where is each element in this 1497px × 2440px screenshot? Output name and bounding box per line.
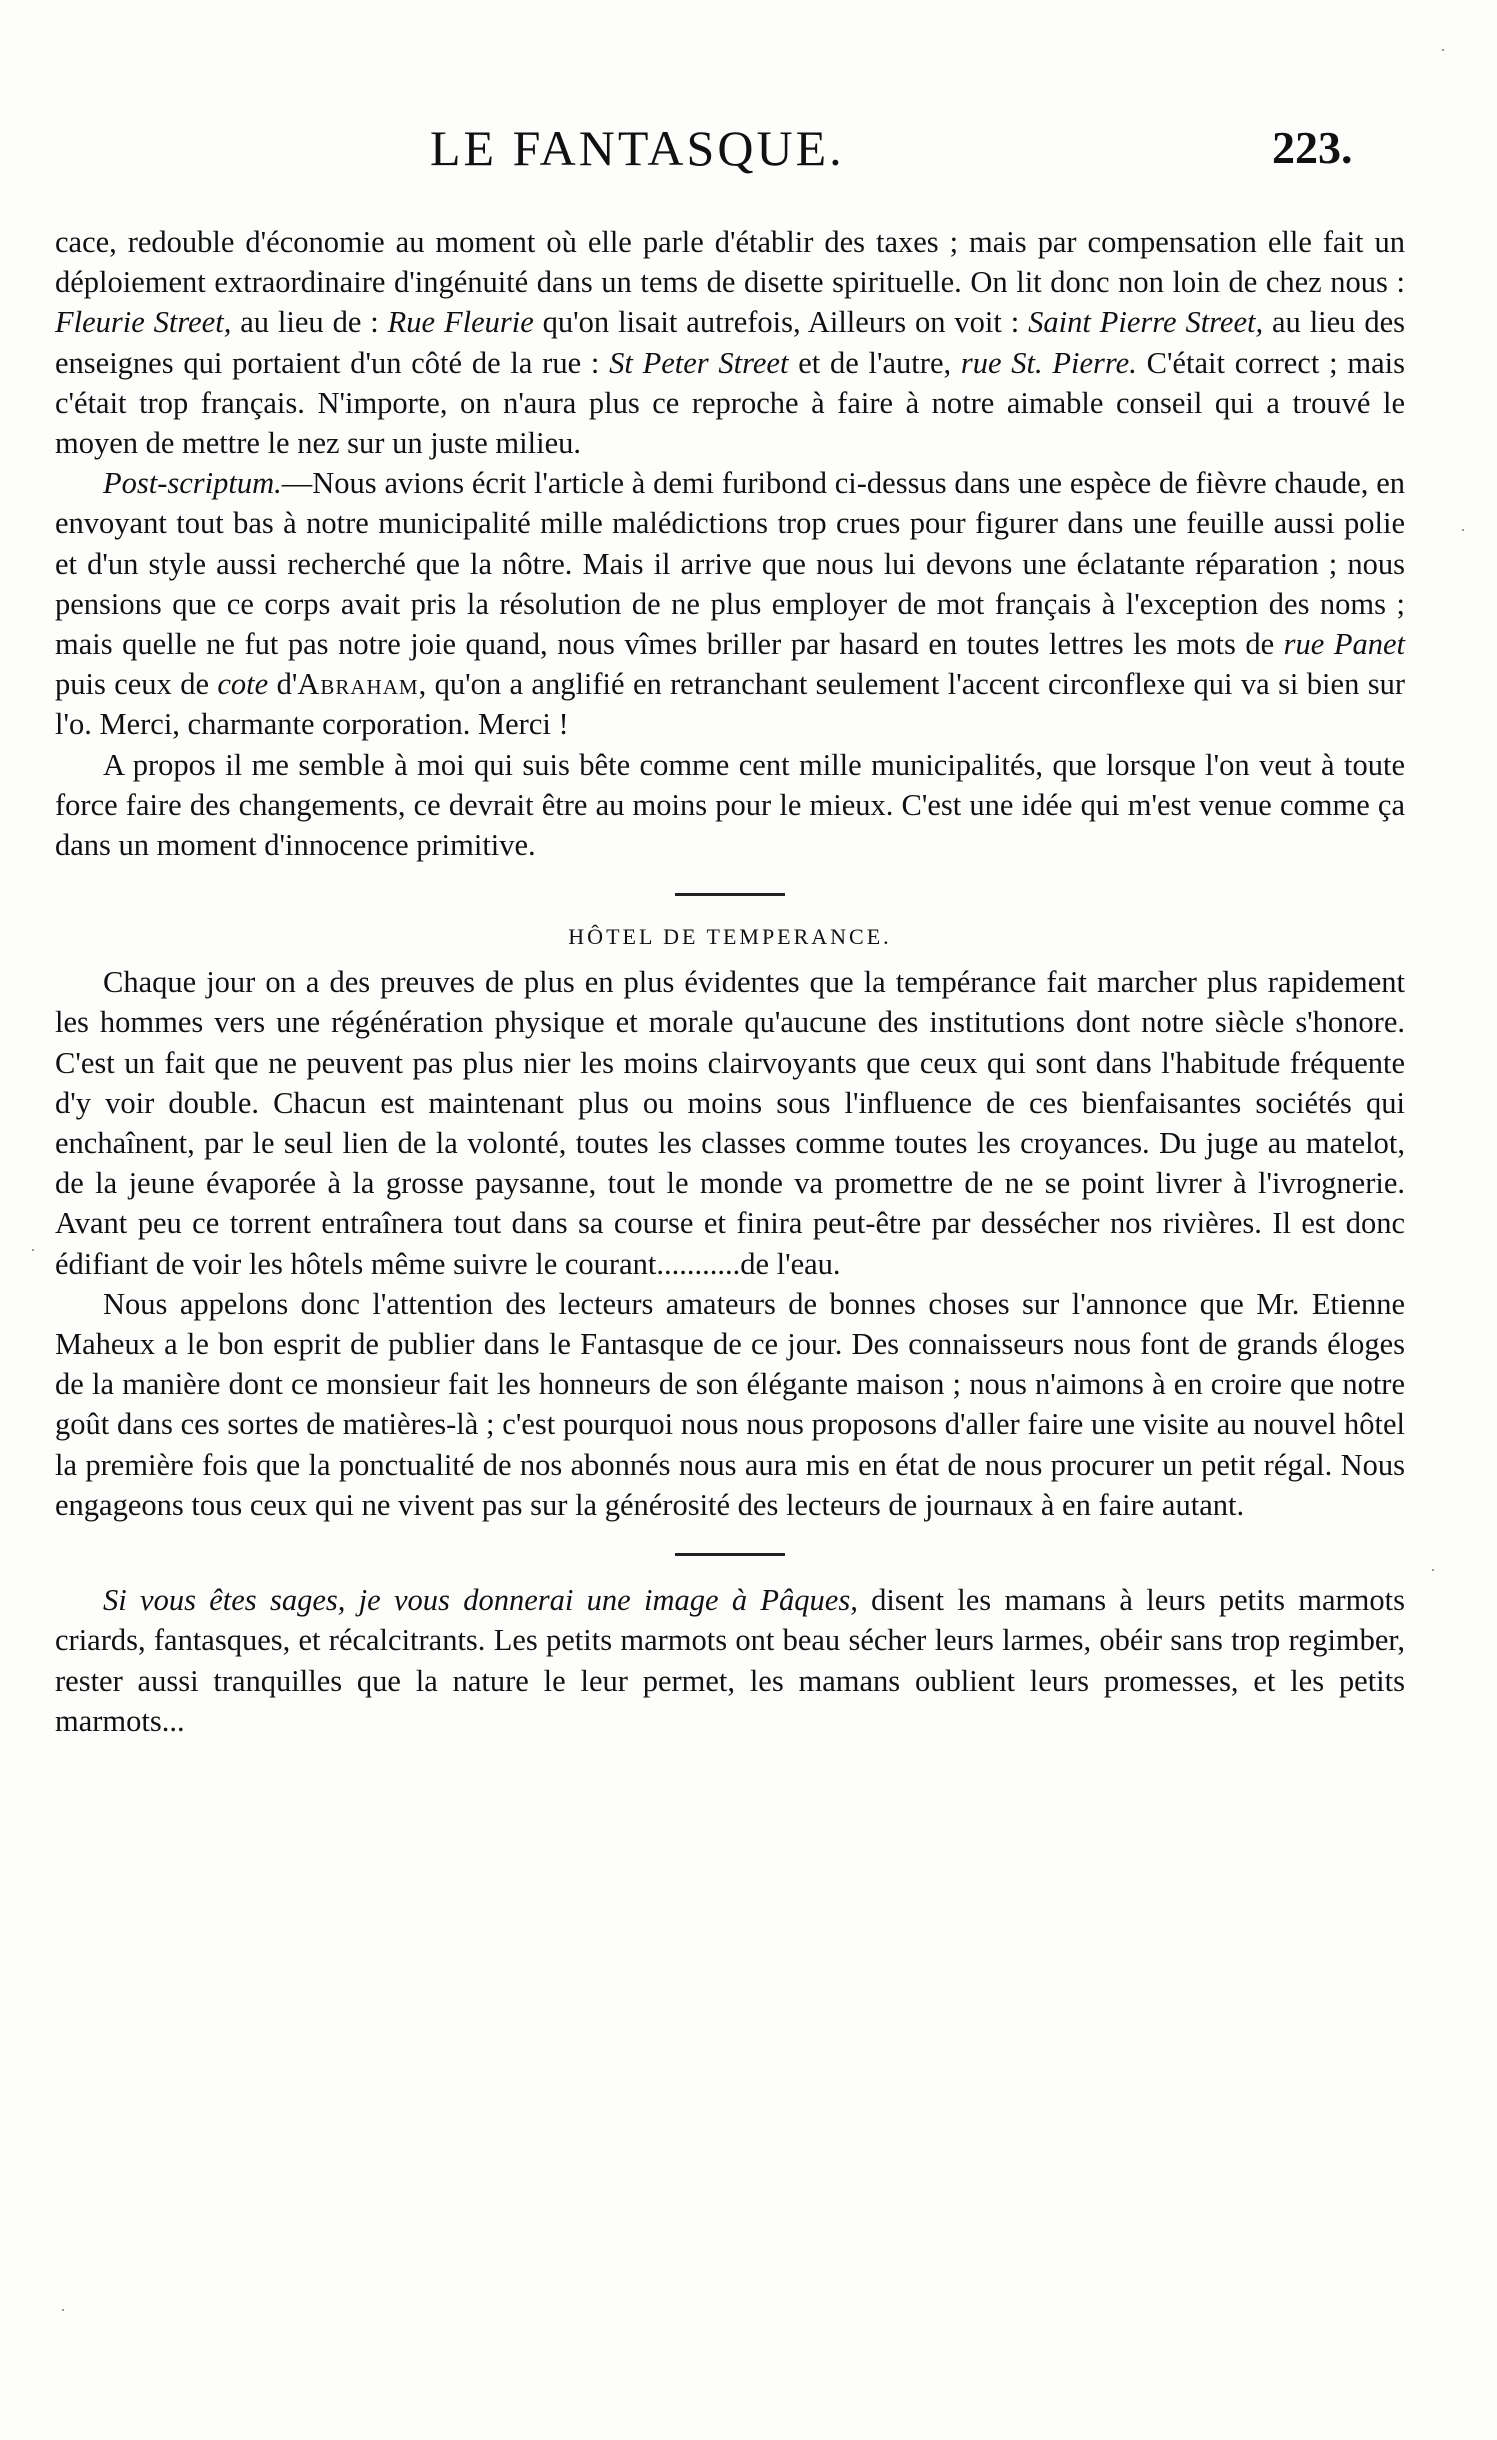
text-run: —Nous avions écrit l'article à demi furibond ci-dessus dans une espèce de fièvre chaude, en envoyant tout bas à notre municipalité mille malédictions trop crues pour figurer dans une feuille aussi polie et d'un style aussi recherché que la nôtre. Mais il arrive que nous lui devons une éclatante réparation ; nous pensions que ce corps avait pris la résolution de ne plus employer de mot français à l'exception des noms ; mais quelle ne fut pas notre joie quand, nous vîmes briller par hasard en toutes lettres les mots de (55, 466, 1405, 662)
print-speck: · (1460, 520, 1466, 540)
print-speck: · (60, 2300, 66, 2320)
section-heading: HÔTEL DE TEMPERANCE. (568, 924, 892, 950)
street-name-italic: St Peter Street (609, 345, 789, 380)
text-run: disent les mamans à leurs petits marmots criards, fantasques, et récalcitrants. Les petits marmots ont beau sécher leurs larmes, obéir sans trop regimber, rester aussi tranquilles que la nature le leur permet, les mamans oublient leurs promesses, et les petits marmots... (55, 1583, 1405, 1738)
article-paragraph: Nous appelons donc l'attention des lecteurs amateurs de bonnes choses sur l'annonce que Mr. Etienne Maheux a le bon esprit de publier dans le Fantasque de ce jour. Des connaisseurs nous font de grands éloges de la manière dont ce monsieur fait les honneurs de son élégante maison ; nous n'aimons à en croire que notre goût dans ces sortes de matières-là ; c'est pourquoi nous nous proposons d'aller faire une visite au nouvel hôtel la première fois que la ponctualité de nos abonnés nous aura mis en état de nous procurer un petit régal. Nous engageons tous ceux qui ne vivent pas sur la générosité des lecteurs de journaux à en faire autant. (55, 1286, 1405, 1522)
text-run: au lieu des enseignes qui portaient d'un côté de la rue : (55, 305, 1405, 380)
text-run: , qu'on a anglifié en retranchant seulement l'accent circonflexe qui va si bien sur l'o. Merci, charmante corporation. Merci ! (55, 667, 1405, 742)
text-run: qu'on lisait autrefois, Ailleurs on voit : (533, 305, 1029, 340)
street-name-italic: Saint Pierre Street, (1028, 305, 1264, 340)
quote-italic: Si vous êtes sages, je vous donnerai une image à Pâques, (103, 1583, 858, 1618)
text-run: C'était correct ; mais c'était trop français. N'importe, on n'aura plus ce reproche à faire à notre aimable conseil qui a trouvé le moyen de mettre le nez sur un juste milieu. (55, 345, 1405, 461)
article-paragraph (55, 463, 1405, 744)
running-head (0, 118, 1497, 178)
street-name-italic: rue Panet (1283, 627, 1405, 662)
street-name-italic: Fleurie Street, (55, 305, 232, 340)
text-run: d' (268, 667, 298, 702)
text-run: cace, redouble d'économie au moment où elle parle d'établir des taxes ; mais par compensation elle fait un déploiement extraordinaire d'ingénuité dans un tems de disette spirituelle. On lit donc non loin de chez nous : (55, 225, 1405, 300)
print-speck: · (1440, 40, 1446, 60)
running-title: LE FANTASQUE. (430, 120, 845, 176)
street-name-italic: Rue Fleurie (387, 305, 534, 340)
print-speck: · (1430, 1560, 1436, 1580)
section-divider (675, 1553, 785, 1556)
article-paragraph (55, 1580, 1405, 1741)
street-name-italic: cote (217, 667, 269, 702)
article-paragraph (55, 222, 1405, 463)
text-run: et de l'autre, (788, 345, 961, 380)
text-run: au lieu de : (231, 305, 388, 340)
text-run: puis ceux de (55, 667, 218, 702)
print-speck: · (30, 1240, 36, 1260)
article-paragraph: A propos il me semble à moi qui suis bête comme cent mille municipalités, que lorsque l'on veut à toute force faire des changements, ce devrait être au moins pour le mieux. C'est une idée qui m'est venue comme ça dans un moment d'innocence primitive. (55, 747, 1405, 863)
text-column (55, 222, 1405, 1741)
section-divider (675, 893, 785, 896)
post-scriptum-label: Post-scriptum. (103, 466, 282, 501)
article-paragraph: Chaque jour on a des preuves de plus en plus évidentes que la tempérance fait marcher plus rapidement les hommes vers une régénération physique et morale qu'aucune des institutions dont notre siècle s'honore. C'est un fait que ne peuvent pas plus nier les moins clairvoyants que ceux qui sont dans l'habitude fréquente d'y voir double. Chacun est maintenant plus ou moins sous l'influence de ces bienfaisantes sociétés qui enchaînent, par le seul lien de la volonté, toutes les classes comme toutes les croyances. Du juge au matelot, de la jeune évaporée à la grosse paysanne, tout le monde va promettre de ne se point livrer à l'ivrognerie. Avant peu ce torrent entraînera tout dans sa course et finira peut-être par dessécher nos rivières. Il est donc édifiant de voir les hôtels même suivre le courant...........de l'eau. (55, 965, 1405, 1281)
page-number: 223. (1272, 122, 1353, 173)
small-caps-name: Abraham (297, 667, 419, 702)
street-name-italic: rue St. Pierre. (960, 345, 1137, 380)
